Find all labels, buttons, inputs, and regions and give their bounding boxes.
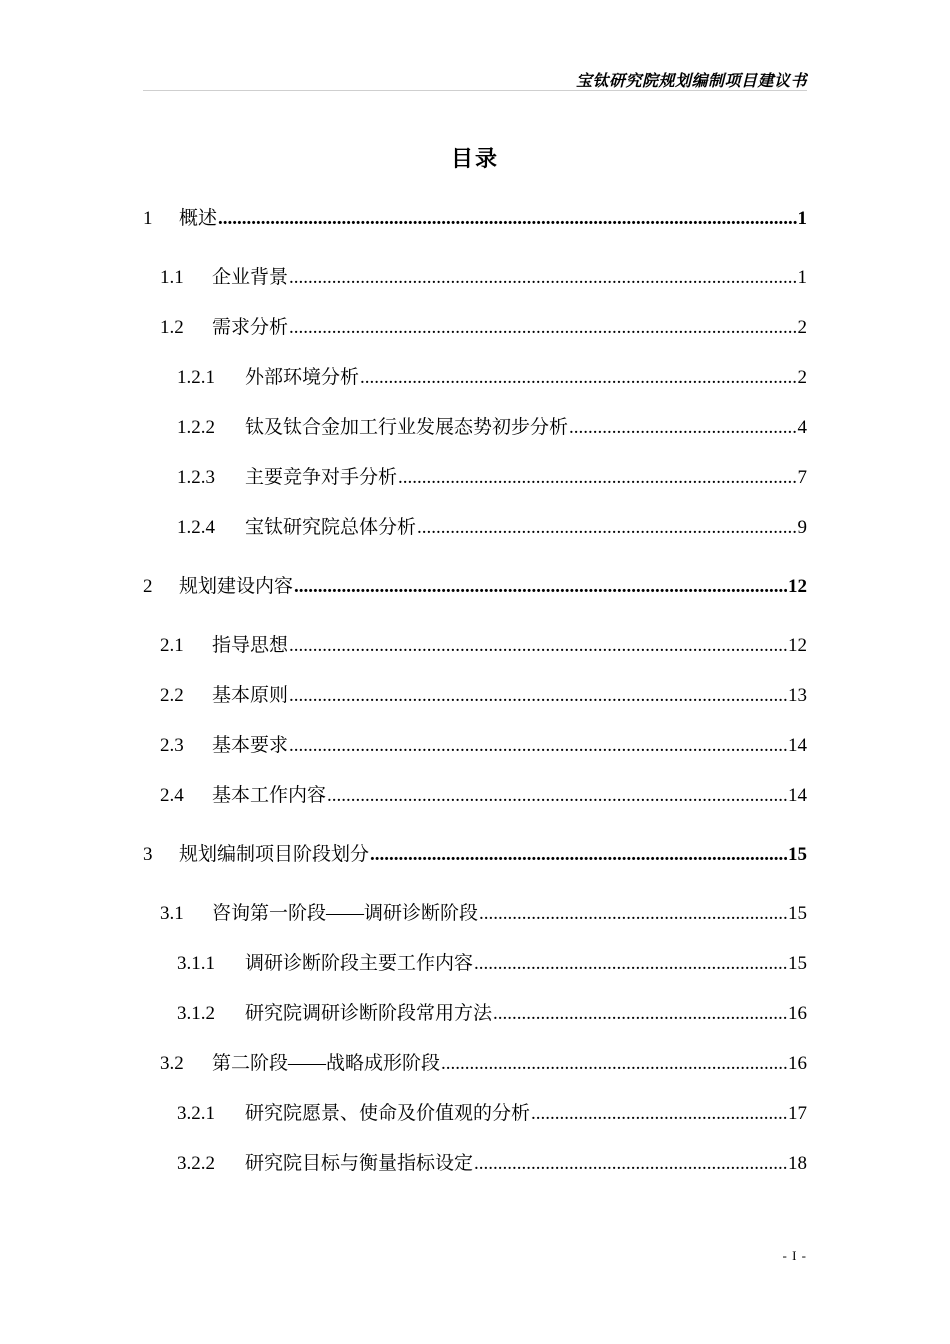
toc-entry-title: 研究院愿景、使命及价值观的分析 — [245, 1103, 531, 1124]
toc-entry-number: 1 — [143, 208, 153, 229]
toc-entry-title: 指导思想 — [212, 635, 289, 656]
toc-entry[interactable] — [160, 314, 807, 342]
toc-entry-number: 2.3 — [160, 735, 184, 756]
toc-entry-title: 基本工作内容 — [212, 785, 327, 806]
toc-entry-title: 研究院目标与衡量指标设定 — [245, 1153, 474, 1174]
toc-entry-number: 1.2.3 — [177, 467, 215, 488]
toc-entry[interactable] — [160, 682, 807, 710]
toc-entry-page: 13 — [788, 685, 807, 706]
toc-entry-title: 主要竞争对手分析 — [245, 467, 398, 488]
toc-entry-number: 2.2 — [160, 685, 184, 706]
toc-entry-number: 3 — [143, 844, 153, 865]
toc-entry-number: 3.1 — [160, 903, 184, 924]
toc-entry-number: 1.2.1 — [177, 367, 215, 388]
toc-entry[interactable] — [160, 732, 807, 760]
toc-dot-leader — [398, 464, 796, 492]
toc-entry[interactable] — [177, 1000, 807, 1028]
toc-entry[interactable] — [177, 414, 807, 442]
toc-entry-page: 18 — [788, 1153, 807, 1174]
toc-entry-page: 12 — [788, 635, 807, 656]
toc-entry-page: 12 — [788, 576, 807, 597]
toc-entry-page: 2 — [797, 367, 807, 388]
toc-entry-title: 咨询第一阶段——调研诊断阶段 — [212, 903, 479, 924]
toc-entry[interactable] — [143, 841, 807, 869]
toc-entry-number: 1.2.2 — [177, 417, 215, 438]
toc-entry-title: 需求分析 — [212, 317, 289, 338]
toc-entry-number: 2 — [143, 576, 153, 597]
toc-entry-page: 7 — [797, 467, 807, 488]
toc-entry-number: 1.2 — [160, 317, 184, 338]
toc-entry[interactable] — [143, 573, 807, 601]
toc-entry[interactable] — [177, 1100, 807, 1128]
toc-entry-title: 基本原则 — [212, 685, 289, 706]
toc-entry-title: 规划编制项目阶段划分 — [179, 844, 370, 865]
toc-dot-leader — [327, 782, 787, 810]
toc-dot-leader — [417, 514, 796, 542]
toc-entry[interactable] — [160, 632, 807, 660]
toc-entry[interactable] — [143, 205, 807, 233]
toc-dot-leader — [294, 573, 787, 601]
toc-entry-page: 16 — [788, 1053, 807, 1074]
toc-entry-title: 外部环境分析 — [245, 367, 360, 388]
toc-entry-title: 基本要求 — [212, 735, 289, 756]
toc-dot-leader — [289, 682, 787, 710]
toc-entry[interactable] — [160, 1050, 807, 1078]
toc-entry-page: 16 — [788, 1003, 807, 1024]
toc-entry-page: 15 — [788, 953, 807, 974]
header-divider — [143, 90, 807, 91]
toc-entry-title: 企业背景 — [212, 267, 289, 288]
toc-dot-leader — [569, 414, 796, 442]
toc-entry-page: 1 — [797, 208, 807, 229]
toc-entry-number: 3.1.2 — [177, 1003, 215, 1024]
toc-entry[interactable] — [177, 364, 807, 392]
toc-entry-title: 研究院调研诊断阶段常用方法 — [245, 1003, 493, 1024]
toc-entry[interactable] — [160, 782, 807, 810]
toc-entry-number: 3.2.2 — [177, 1153, 215, 1174]
toc-entry-title: 第二阶段——战略成形阶段 — [212, 1053, 441, 1074]
toc-entry-title: 概述 — [179, 208, 218, 229]
toc-entry-number: 3.2 — [160, 1053, 184, 1074]
toc-entry[interactable] — [160, 264, 807, 292]
toc-entry-page: 15 — [788, 903, 807, 924]
toc-entry-page: 1 — [797, 267, 807, 288]
toc-entry[interactable] — [160, 900, 807, 928]
toc-entry-page: 2 — [797, 317, 807, 338]
toc-entry[interactable] — [177, 1150, 807, 1178]
toc-dot-leader — [493, 1000, 787, 1028]
toc-entry-number: 1.1 — [160, 267, 184, 288]
toc-entry[interactable] — [177, 950, 807, 978]
toc-dot-leader — [479, 900, 787, 928]
toc-entry-number: 3.2.1 — [177, 1103, 215, 1124]
toc-entry-number: 2.4 — [160, 785, 184, 806]
toc-entry-page: 15 — [788, 844, 807, 865]
toc-entry-number: 3.1.1 — [177, 953, 215, 974]
toc-entry[interactable] — [177, 514, 807, 542]
toc-dot-leader — [218, 205, 796, 233]
toc-dot-leader — [360, 364, 796, 392]
toc-entry-title: 钛及钛合金加工行业发展态势初步分析 — [245, 417, 569, 438]
toc-entry-page: 4 — [797, 417, 807, 438]
toc-entry-title: 宝钛研究院总体分析 — [245, 517, 417, 538]
toc-entry-title: 规划建设内容 — [179, 576, 294, 597]
toc-entry-page: 17 — [788, 1103, 807, 1124]
toc-dot-leader — [289, 264, 796, 292]
toc-dot-leader — [289, 732, 787, 760]
page-number: - I - — [782, 1248, 807, 1263]
toc-entry[interactable] — [177, 464, 807, 492]
toc-entry-page: 9 — [797, 517, 807, 538]
toc-entry-page: 14 — [788, 735, 807, 756]
toc-dot-leader — [289, 632, 787, 660]
toc-dot-leader — [289, 314, 796, 342]
toc-title: 目录 — [450, 146, 499, 171]
toc-entry-number: 2.1 — [160, 635, 184, 656]
toc-dot-leader — [441, 1050, 787, 1078]
toc-dot-leader — [474, 1150, 787, 1178]
toc-dot-leader — [531, 1100, 787, 1128]
toc-entry-number: 1.2.4 — [177, 517, 215, 538]
toc-dot-leader — [474, 950, 787, 978]
running-header: 宝钛研究院规划编制项目建议书 — [575, 73, 807, 90]
toc-entry-page: 14 — [788, 785, 807, 806]
toc-entry-title: 调研诊断阶段主要工作内容 — [245, 953, 474, 974]
toc-dot-leader — [370, 841, 787, 869]
